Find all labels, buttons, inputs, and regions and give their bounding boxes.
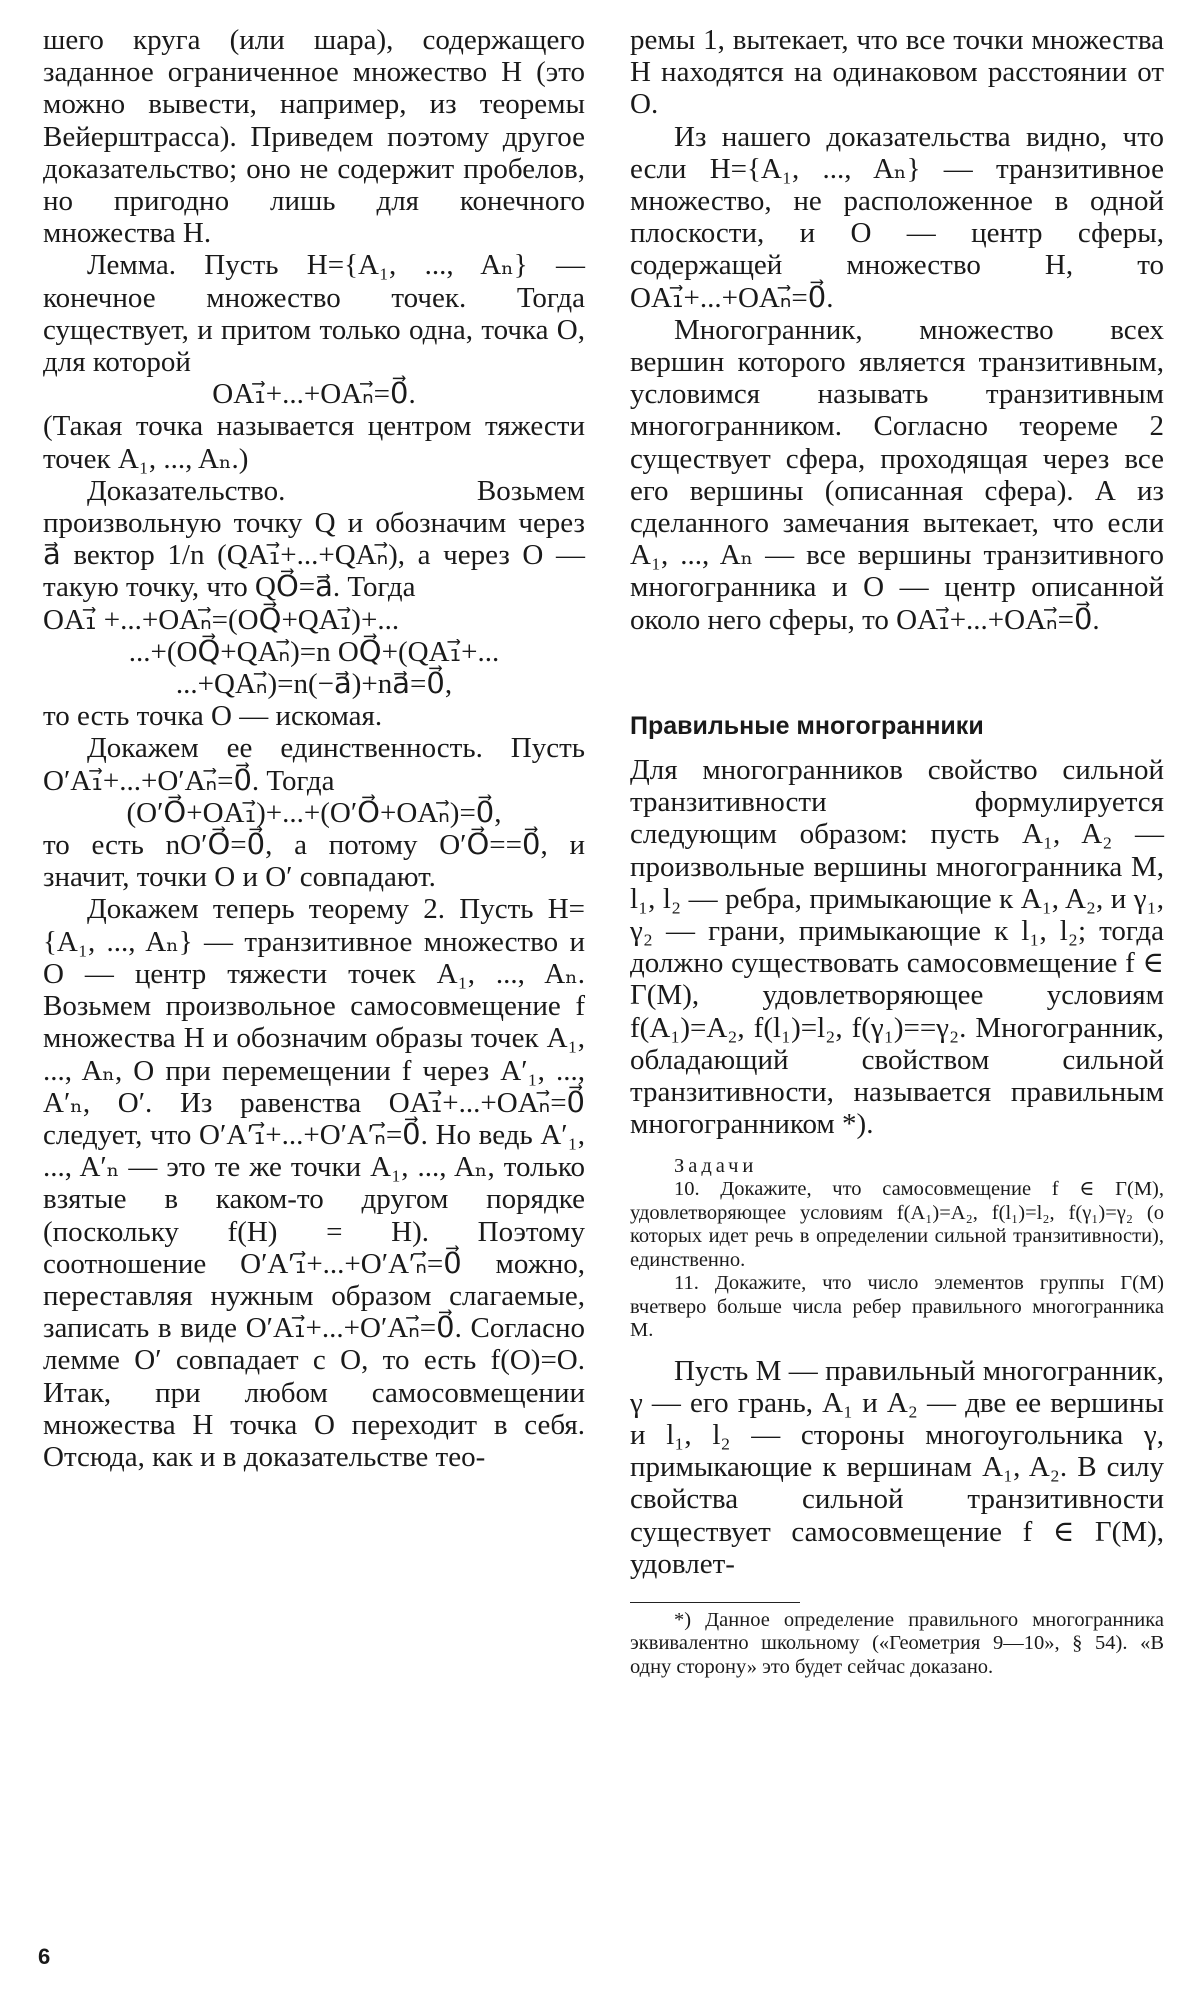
paragraph: то есть nO′O⃗=0⃗, а потому O′O⃗==0⃗, и значит, точки O и O′ совпадают. bbox=[43, 829, 585, 894]
footnote-rule bbox=[630, 1602, 800, 1603]
proof-formula-line-1: OA₁⃗ +...+OAₙ⃗=(OQ⃗+QA₁⃗)+... bbox=[43, 603, 400, 636]
task-item: 10. Докажите, что самосовмещение f ∈ Γ(M), удовлетворяющее условиям f(A₁)=A₂, f(l₁)=l₂, f(γ₁)=γ₂ (о которых идет речь в определении сильной транзитивности), единственно. bbox=[630, 1178, 1164, 1271]
page-number: 6 bbox=[38, 1944, 51, 1969]
uniqueness-formula: (O′O⃗+OA₁⃗)+...+(O′O⃗+OAₙ⃗)=0⃗, bbox=[126, 796, 502, 829]
tasks-block bbox=[630, 1155, 1164, 1343]
right-column bbox=[630, 24, 1164, 1679]
paragraph: Пусть M — правильный многогранник, γ — его грань, A₁ и A₂ — две ее вершины и l₁, l₂ — стороны многоугольника γ, примыкающие к вершинам A₁, A₂. В силу свойства сильной транзитивности существует самосовмещение f ∈ Γ(M), удовлет- bbox=[630, 1354, 1164, 1580]
paragraph: то есть точка O — искомая. bbox=[43, 700, 383, 733]
uniqueness-paragraph: Докажем ее единственность. Пусть O′A₁⃗+...+O′Aₙ⃗=0⃗. Тогда bbox=[43, 732, 585, 797]
paragraph: (Такая точка называется центром тяжести точек A₁, ..., Aₙ.) bbox=[43, 410, 585, 475]
proof-formula-line-2: ...+(OQ⃗+QAₙ⃗)=n OQ⃗+(QA₁⃗+... bbox=[128, 635, 500, 668]
footnote: *) Данное определение правильного многогранника эквивалентно школьному («Геометрия 9—10», § 54). «В одну сторону» это будет сейчас доказано. bbox=[630, 1608, 1164, 1678]
left-column bbox=[43, 24, 585, 1473]
proof-formula-line-3: ...+QAₙ⃗)=n(−a⃗)+na⃗=0⃗, bbox=[175, 668, 453, 701]
tasks-title: Задачи bbox=[674, 1154, 758, 1177]
paragraph: ремы 1, вытекает, что все точки множества H находятся на одинаковом расстоянии от O. bbox=[630, 24, 1164, 121]
lemma-paragraph: Лемма. Пусть H={A₁, ..., Aₙ} — конечное множество точек. Тогда существует, и притом только одна, точка O, для которой bbox=[43, 249, 585, 379]
proof-paragraph: Доказательство. Возьмем произвольную точку Q и обозначим через a⃗ вектор 1/n (QA₁⃗+...+QAₙ⃗), а через O — такую точку, что QO⃗=a⃗. Тогда bbox=[43, 474, 585, 604]
task-item: 11. Докажите, что число элементов группы Γ(M) вчетверо больше числа ребер правильного многогранника M. bbox=[630, 1272, 1164, 1341]
paragraph: шего круга (или шара), содержащего заданное ограниченное множество H (это можно вывести, например, из теоремы Вейерштрасса). Приведем поэтому другое доказательство; оно не содержит пробелов, но пригодно лишь для конечного множества H. bbox=[43, 24, 585, 250]
paragraph: Из нашего доказательства видно, что если H={A₁, ..., Aₙ} — транзитивное множество, не расположенное в одной плоскости, и O — центр сферы, содержащей множество H, то OA₁⃗+...+OAₙ⃗=0⃗. bbox=[630, 120, 1164, 314]
section-heading: Правильные многогранники bbox=[630, 711, 984, 740]
paragraph: Для многогранников свойство сильной транзитивности формулируется следующим образом: пусть A₁, A₂ — произвольные вершины многогранника M, l₁, l₂ — ребра, примыкающие к A₁, A₂, и γ₁, γ₂ — грани, примыкающие к l₁, l₂; тогда должно существовать самосовмещение f ∈ Γ(M), удовлетворяющее условиям f(A₁)=A₂, f(l₁)=l₂, f(γ₁)==γ₂. Многогранник, обладающий свойством сильной транзитивности, называется правильным многогранником *). bbox=[630, 754, 1164, 1141]
lemma-formula: OA₁⃗+...+OAₙ⃗=0⃗. bbox=[212, 378, 416, 411]
paragraph: Многогранник, множество всех вершин которого является транзитивным, условимся называть транзитивным многогранником. Согласно теореме 2 существует сфера, проходящая через все его вершины (описанная сфера). А из сделанного замечания вытекает, что если A₁, ..., Aₙ — все вершины транзитивного многогранника и O — центр описанной около него сферы, то OA₁⃗+...+OAₙ⃗=0⃗. bbox=[630, 313, 1164, 636]
theorem-proof-paragraph: Докажем теперь теорему 2. Пусть H={A₁, ..., Aₙ} — транзитивное множество и O — центр тяжести точек A₁, ..., Aₙ. Возьмем произвольное самосовмещение f множества H и обозначим образы точек A₁, ..., Aₙ, O при перемещении f через A′₁, ..., A′ₙ, O′. Из равенства OA₁⃗+...+OAₙ⃗=0⃗ следует, что O′A′₁⃗+...+O′A′ₙ⃗=0⃗. Но ведь A′₁, ..., A′ₙ — это те же точки A₁, ..., Aₙ, только взятые в каком-то другом порядке (поскольку f(H) = H). Поэтому соотношение O′A′₁⃗+...+O′A′ₙ⃗=0⃗ можно, переставляя нужным образом слагаемые, записать в виде O′A₁⃗+...+O′Aₙ⃗=0⃗. Согласно лемме O′ совпадает с O, то есть f(O)=O. Итак, при любом самосовмещении множества H точка O переходит в себя. Отсюда, как и в доказательстве тео- bbox=[43, 893, 585, 1473]
